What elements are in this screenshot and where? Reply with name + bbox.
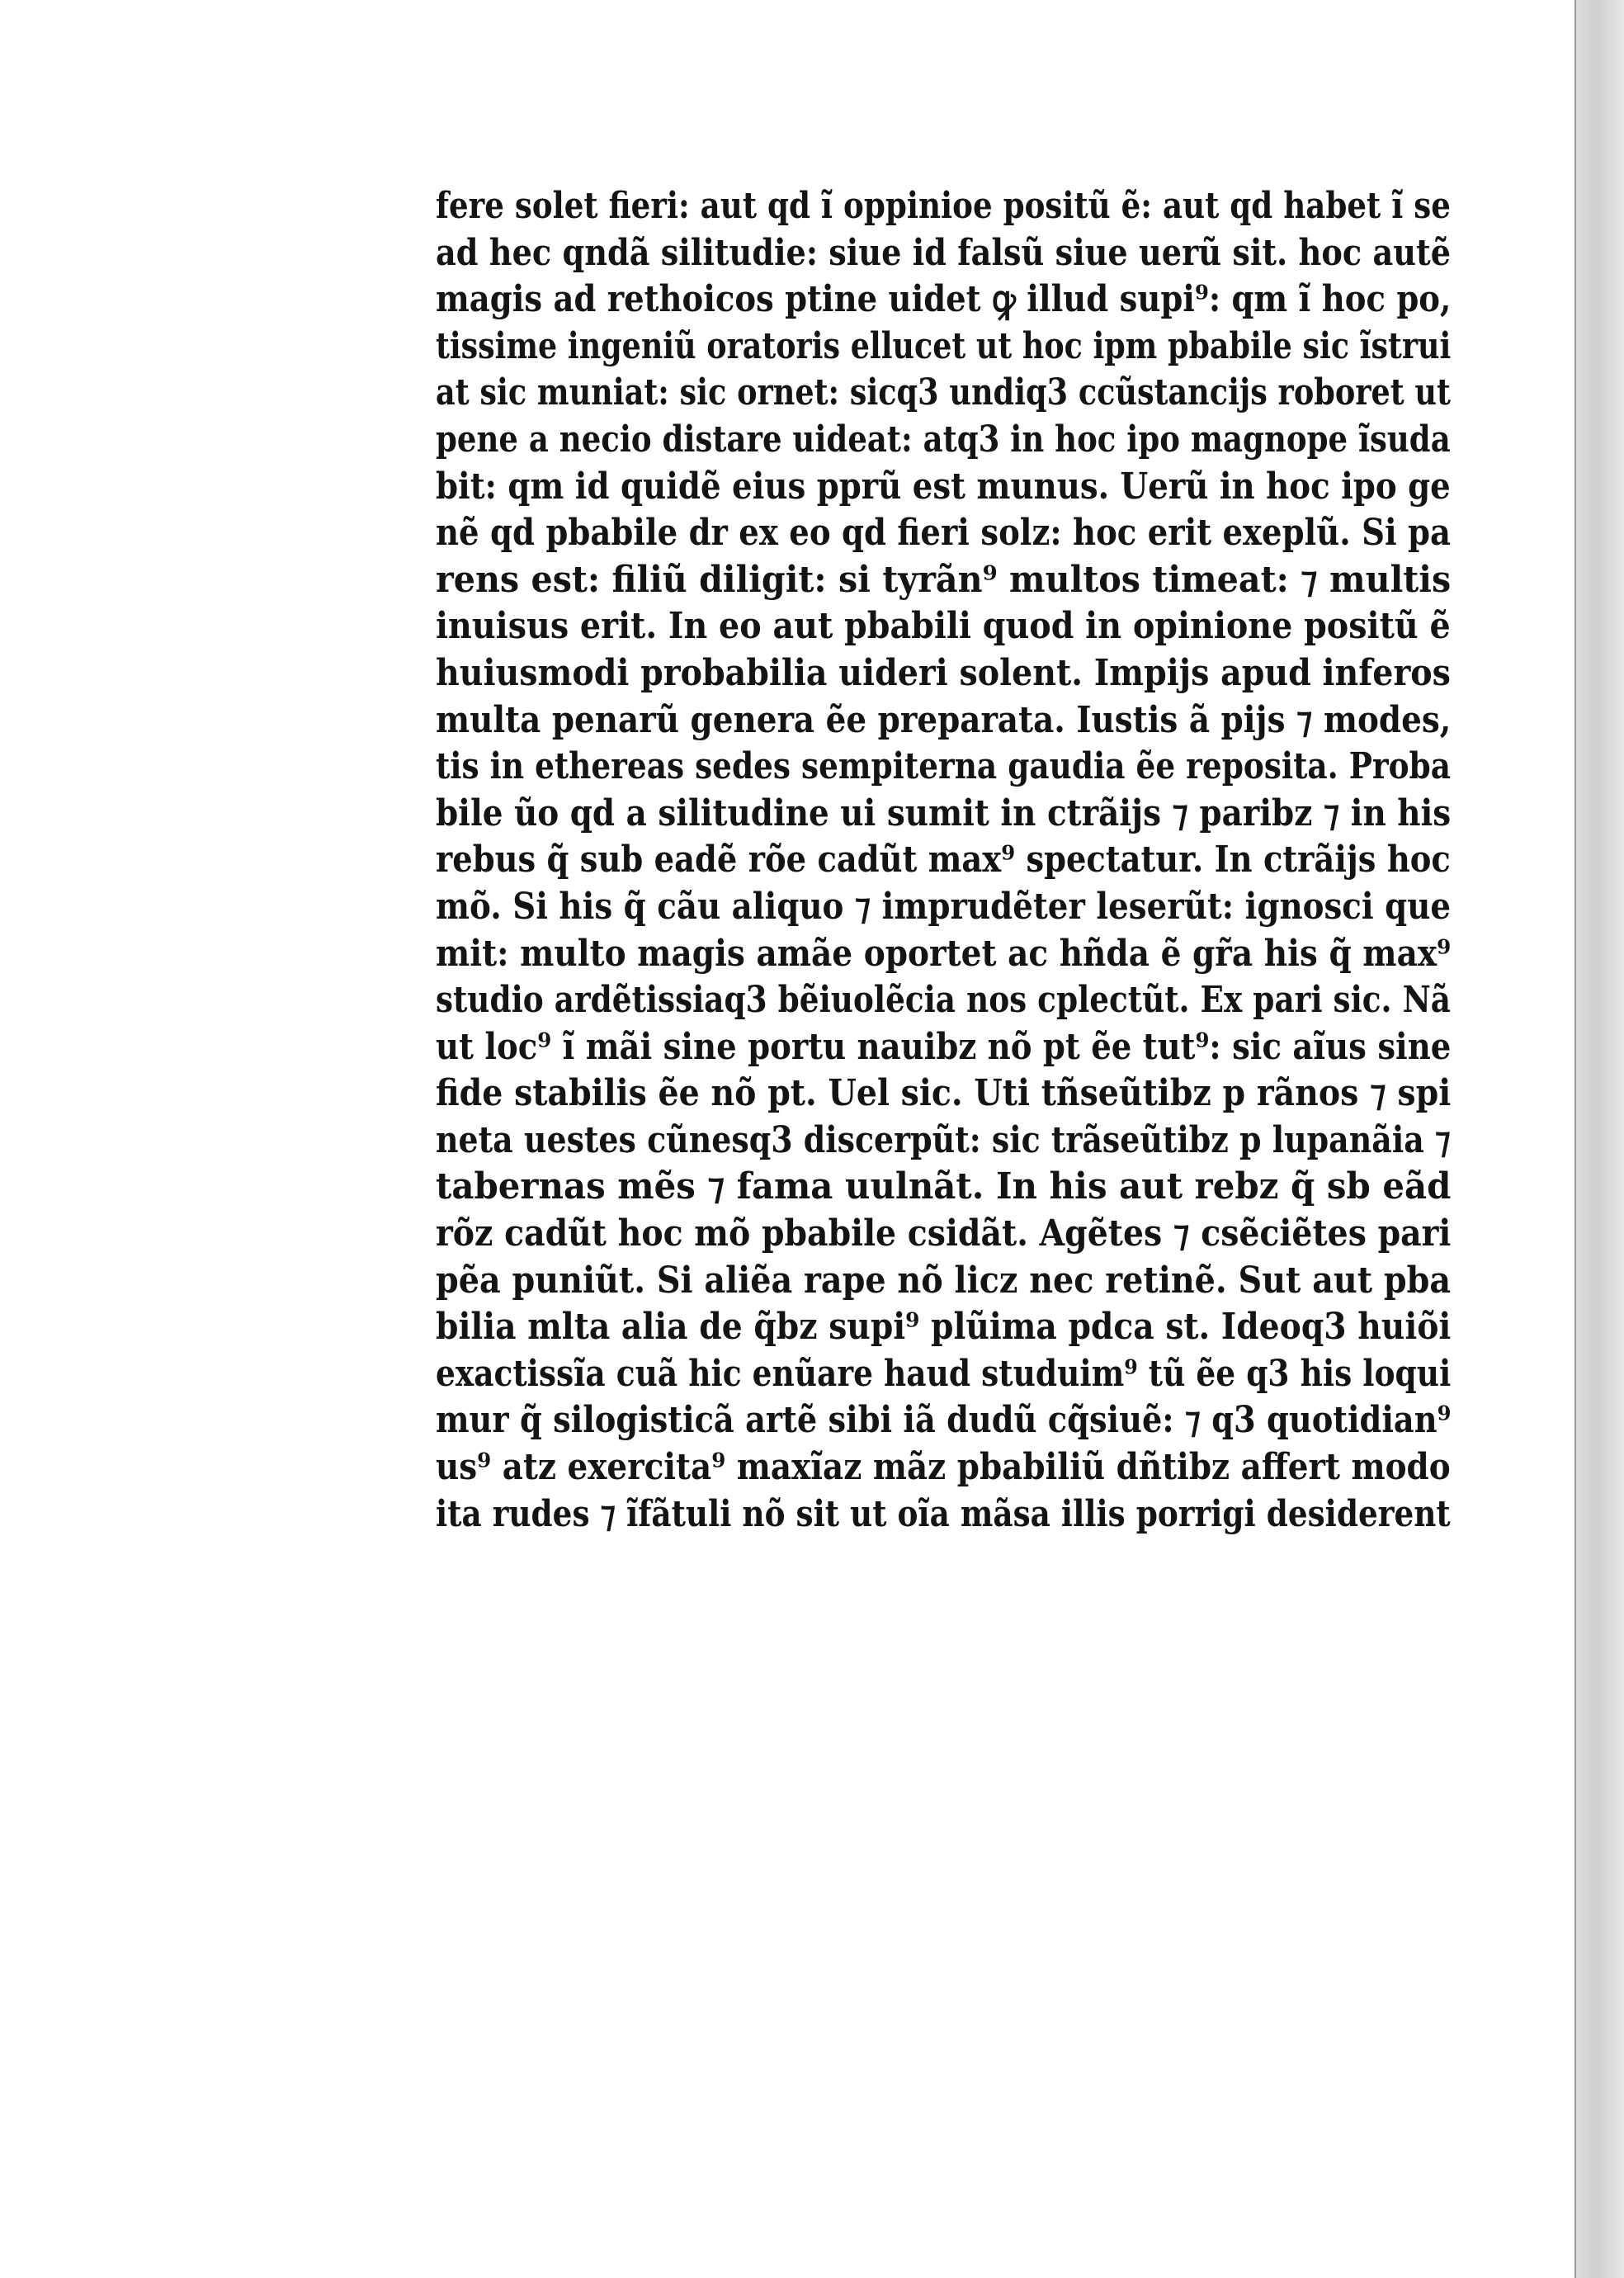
text-line: neta uestes cũnesq3 discerpũt: sic trãseũtibz p lupanãia ⁊ <box>436 1118 1451 1161</box>
text-line: fere solet fieri: aut qd ĩ oppinioe positũ ẽ: aut qd habet ĩ se <box>436 185 1451 227</box>
text-line: tabernas mẽs ⁊ fama uulnãt. In his aut rebz q̃ sb eãd <box>436 1165 1452 1208</box>
text-line: nẽ qd pbabile dr ex eo qd fieri solz: hoc erit exeplũ. Si pa <box>436 512 1452 555</box>
text-line: bit: qm id quidẽ eius pprũ est munus. Uerũ in hoc ipo ge <box>436 465 1451 508</box>
text-line: exactissĩa cuã hic enũare haud studuim⁹ tũ ẽe q3 his loqui <box>436 1352 1452 1395</box>
text-line: bile ũo qd a silitudine ui sumit in ctrãijs ⁊ paribz ⁊ in his <box>436 792 1452 834</box>
text-line: tis in ethereas sedes sempiterna gaudia ẽe reposita. Proba <box>436 745 1451 788</box>
text-line: studio ardẽtissiaq3 bẽiuolẽcia nos cplectũt. Ex pari sic. Nã <box>436 979 1451 1022</box>
text-line: rebus q̃ sub eadẽ rõe cadũt max⁹ spectatur. In ctrãijs hoc <box>436 839 1451 881</box>
text-line: mit: multo magis amãe oportet ac hñda ẽ gr̃a his q̃ max⁹ <box>436 932 1452 975</box>
text-line: ut loc⁹ ĩ mãi sine portu nauibz nõ pt ẽe tut⁹: sic aĩus sine <box>436 1025 1452 1068</box>
text-line: at sic muniat: sic ornet: sicq3 undiq3 ccũstancijs roboret ut <box>436 371 1451 414</box>
text-line: pẽa puniũt. Si aliẽa rape nõ licz nec retinẽ. Sut aut pba <box>436 1259 1452 1302</box>
text-block <box>436 183 1451 1538</box>
text-line: rõz cadũt hoc mõ pbabile csidãt. Agẽtes ⁊ csẽciẽtes pari <box>436 1212 1452 1255</box>
scan-margin-strip <box>1576 0 1624 2278</box>
text-line: ita rudes ⁊ ĩfãtuli nõ sit ut oĩa mãsa illis porrigi desiderent <box>436 1492 1451 1535</box>
text-line: tissime ingeniũ oratoris ellucet ut hoc ipm pbabile sic ĩstrui <box>436 324 1452 367</box>
text-line: magis ad rethoicos ptine uidet ꝙ illud supi⁹: qm ĩ hoc po, <box>436 278 1452 321</box>
text-line: mur q̃ silogisticã artẽ sibi iã dudũ cq̃siuẽ: ⁊ q3 quotidian⁹ <box>436 1399 1452 1442</box>
text-line: inuisus erit. In eo aut pbabili quod in opinione positũ ẽ <box>436 605 1451 648</box>
text-line: mõ. Si his q̃ cãu aliquo ⁊ imprudẽter leserũt: ignosci que <box>436 885 1452 928</box>
text-line: pene a necio distare uideat: atq3 in hoc ipo magnope ĩsuda <box>436 418 1451 461</box>
text-line: ad hec qndã silitudie: siue id falsũ siue uerũ sit. hoc autẽ <box>436 231 1452 274</box>
text-line: us⁹ atz exercita⁹ maxĩaz mãz pbabiliũ dñtibz affert modo <box>436 1446 1451 1489</box>
text-line: multa penarũ genera ẽe preparata. Iustis ã pijs ⁊ modes, <box>436 698 1452 741</box>
text-line: bilia mlta alia de q̃bz supi⁹ plũima pdca st. Ideoq3 huiõi <box>436 1306 1452 1349</box>
text-line: huiusmodi probabilia uideri solent. Impijs apud inferos <box>436 651 1451 694</box>
text-line: rens est: filiũ diligit: si tyrãn⁹ multos timeat: ⁊ multis <box>436 558 1452 601</box>
text-line: fide stabilis ẽe nõ pt. Uel sic. Uti tñseũtibz p rãnos ⁊ spi <box>436 1072 1452 1115</box>
